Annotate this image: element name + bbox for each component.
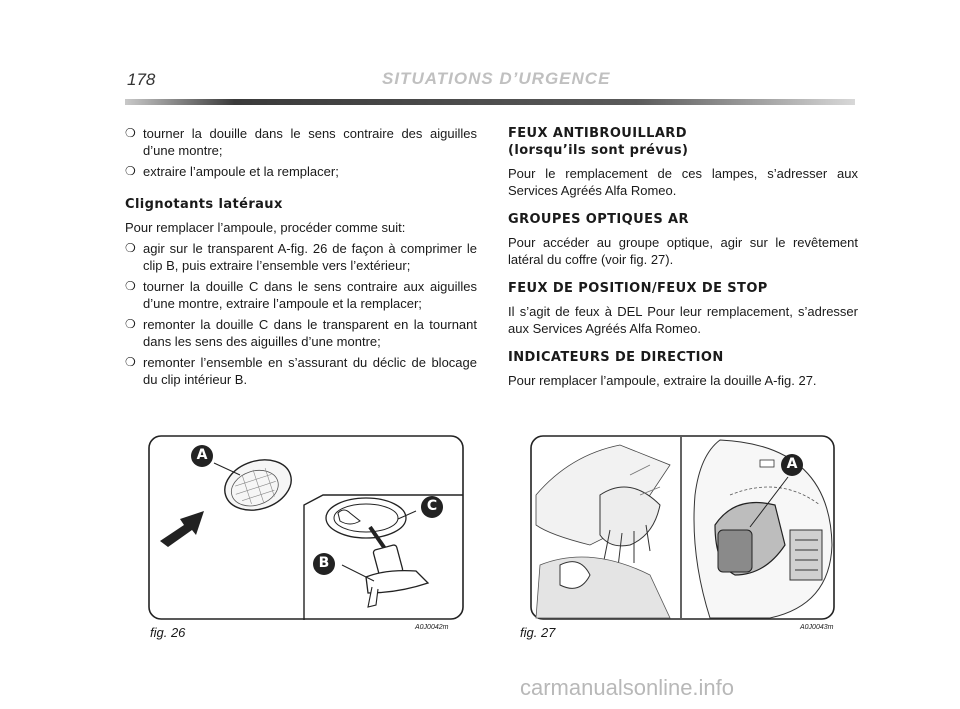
subsection-heading: FEUX ANTIBROUILLARD [508, 126, 687, 141]
list-item: ❍ remonter la douille C dans le transparent en la tournant dans les sens des aiguilles d’une montre; [125, 317, 477, 349]
bullet-icon: ❍ [125, 317, 136, 331]
bullet-icon: ❍ [125, 164, 136, 178]
callout-a-label: A [786, 456, 798, 472]
list-item: ❍ agir sur le transparent A-fig. 26 de façon à comprimer le clip B, puis extraire l’ensemble vers l’extérieur; [125, 241, 477, 273]
subsection-heading: FEUX DE POSITION/FEUX DE STOP [508, 281, 768, 296]
subsection-heading: Clignotants latéraux [125, 197, 283, 212]
subsection-heading-note: (lorsqu’ils sont prévus) [508, 143, 689, 158]
figure-26 [148, 435, 464, 620]
body-text: Pour accéder au groupe optique, agir sur le revêtement latéral du coffre (voir fig. 27). [508, 235, 858, 267]
intro-text: Pour remplacer l’ampoule, procéder comme suit: [125, 220, 406, 235]
header-rule [125, 99, 855, 105]
bullet-icon: ❍ [125, 355, 136, 369]
callout-b-label: B [318, 555, 330, 571]
watermark: carmanualsonline.info [520, 675, 735, 700]
section-title: SITUATIONS D’URGENCE [382, 69, 611, 88]
subsection-heading: GROUPES OPTIQUES AR [508, 212, 689, 227]
list-item: ❍ extraire l’ampoule et la remplacer; [125, 164, 339, 179]
bullet-icon: ❍ [125, 126, 136, 140]
figure-27-code: A0J0043m [800, 624, 834, 631]
list-item: ❍ tourner la douille dans le sens contraire des aiguilles d’une montre; [125, 126, 477, 158]
callout-c-label: C [426, 498, 438, 514]
figure-27 [530, 435, 835, 620]
list-item: ❍ tourner la douille C dans le sens contraire aux aiguilles d’une montre, extraire l’ampoule et la remplacer; [125, 279, 477, 311]
callout-a-label: A [196, 447, 208, 463]
left-column [125, 125, 477, 392]
body-text: Pour le remplacement de ces lampes, s’adresser aux Services Agréés Alfa Romeo. [508, 166, 858, 198]
bullet-icon: ❍ [125, 279, 136, 293]
body-text: Pour remplacer l’ampoule, extraire la douille A-fig. 27. [508, 373, 817, 388]
right-column [508, 125, 858, 399]
figure-26-code: A0J0042m [415, 624, 449, 631]
body-text: Il s’agit de feux à DEL Pour leur remplacement, s’adresser aux Services Agréés Alfa Romeo. [508, 304, 858, 336]
subsection-heading: INDICATEURS DE DIRECTION [508, 350, 724, 365]
page-number: 178 [127, 70, 156, 89]
figure-26-caption: fig. 26 [150, 625, 186, 640]
bullet-icon: ❍ [125, 241, 136, 255]
figure-27-caption: fig. 27 [520, 625, 556, 640]
list-item: ❍ remonter l’ensemble en s’assurant du déclic de blocage du clip intérieur B. [125, 355, 477, 387]
